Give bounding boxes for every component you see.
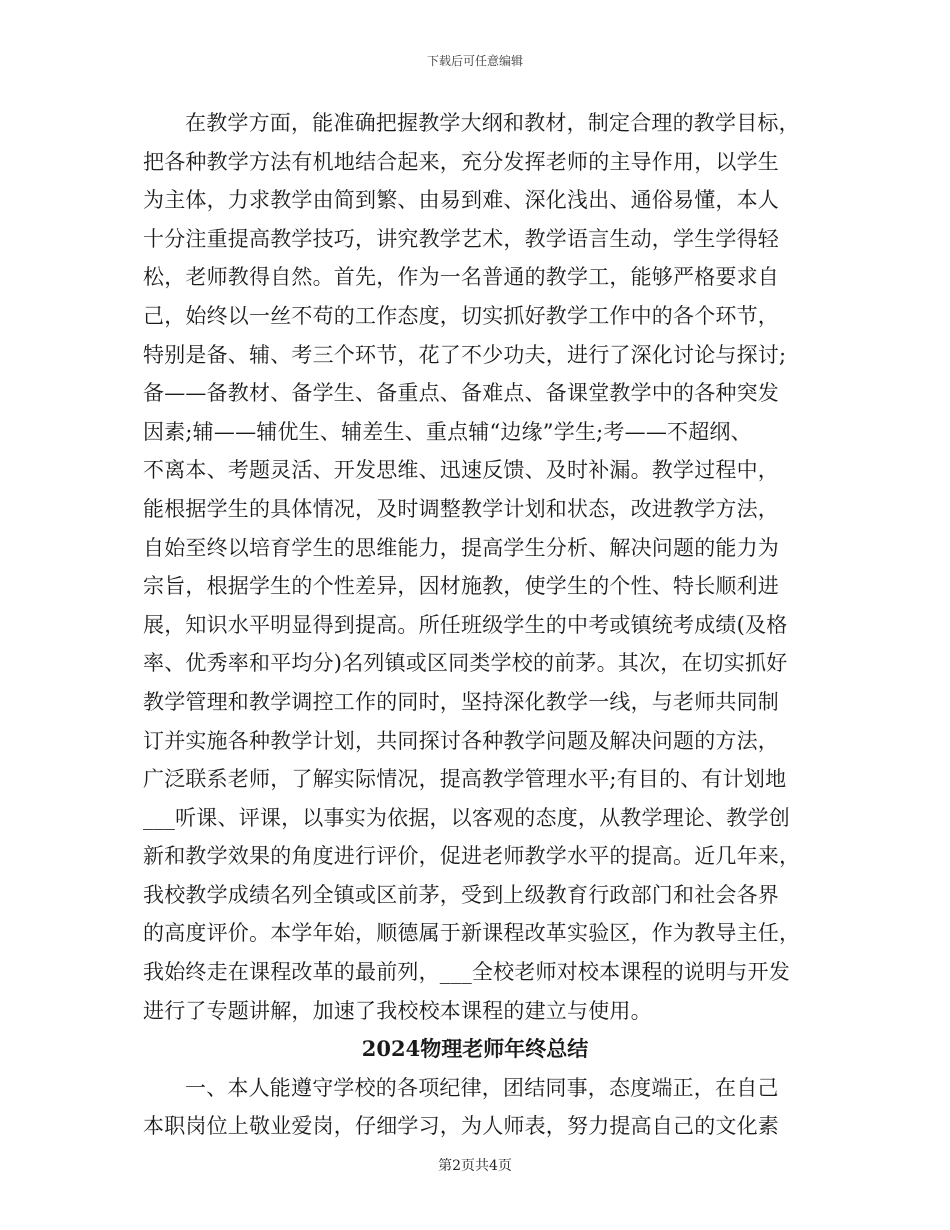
text-line: 自始至终以培育学生的思维能力，提高学生分析、解决问题的能力为 — [143, 535, 779, 560]
paragraph-summary — [143, 1069, 807, 1146]
text-line: 因素;辅——辅优生、辅差生、重点辅“边缘”学生;考——不超纲、 — [143, 419, 752, 444]
paragraph-teaching — [143, 104, 807, 1030]
text-line: 松，老师教得自然。首先，作为一名普通的教学工，能够严格要求自 — [143, 265, 779, 290]
text-line: 的高度评价。本学年始，顺德属于新课程改革实验区，作为教导主任， — [143, 921, 801, 946]
text-line: 一、本人能遵守学校的各项纪律，团结同事，态度端正，在自己 — [185, 1075, 779, 1100]
text-line: 广泛联系老师，了解实际情况，提高教学管理水平;有目的、有计划地 — [143, 767, 787, 792]
text-line: 新和教学效果的角度进行评价，促进老师教学水平的提高。近几年来， — [143, 844, 801, 869]
text-line: 把各种教学方法有机地结合起来，充分发挥老师的主导作用，以学生 — [143, 149, 779, 174]
section-title: 2024物理老师年终总结 — [361, 1036, 589, 1062]
text-line: 率、优秀率和平均分)名列镇或区同类学校的前茅。其次，在切实抓好 — [143, 651, 788, 676]
text-line: 进行了专题讲解，加速了我校校本课程的建立与使用。 — [143, 998, 652, 1023]
text-line: 己，始终以一丝不苟的工作态度，切实抓好教学工作中的各个环节， — [143, 303, 779, 328]
text-line: 本职岗位上敬业爱岗，仔细学习，为人师表，努力提高自己的文化素 — [143, 1114, 779, 1139]
text-line: 特别是备、辅、考三个环节，花了不少功夫，进行了深化讨论与探讨; — [143, 342, 787, 367]
text-line: 十分注重提高教学技巧，讲究教学艺术，教学语言生动，学生学得轻 — [143, 226, 779, 251]
document-body — [143, 104, 807, 1146]
text-line: 教学管理和教学调控工作的同时，坚持深化教学一线，与老师共同制 — [143, 689, 779, 714]
text-line: 不离本、考题灵活、开发思维、迅速反馈、及时补漏。教学过程中， — [143, 458, 779, 483]
text-line: 我校教学成绩名列全镇或区前茅，受到上级教育行政部门和社会各界 — [143, 882, 779, 907]
page-header: 下载后可任意编辑 — [426, 54, 523, 68]
text-line: 备——备教材、备学生、备重点、备难点、备课堂教学中的各种突发 — [143, 381, 779, 406]
text-line: ___听课、评课，以事实为依据，以客观的态度，从教学理论、教学创 — [143, 805, 790, 830]
text-line: 宗旨，根据学生的个性差异，因材施教，使学生的个性、特长顺利进 — [143, 574, 779, 599]
text-line: 为主体，力求教学由简到繁、由易到难、深化浅出、通俗易懂，本人 — [143, 188, 779, 213]
text-line: 展，知识水平明显得到提高。所任班级学生的中考或镇统考成绩(及格 — [143, 612, 788, 637]
text-line: 我始终走在课程改革的最前列，___全校老师对校本课程的说明与开发 — [143, 960, 790, 985]
text-line: 订并实施各种教学计划，共同探讨各种教学问题及解决问题的方法， — [143, 728, 779, 753]
text-line: 能根据学生的具体情况，及时调整教学计划和状态，改进教学方法， — [143, 496, 779, 521]
page-footer: 第2页共4页 — [438, 1158, 512, 1174]
text-line: 在教学方面，能准确把握教学大纲和教材，制定合理的教学目标， — [185, 111, 800, 135]
